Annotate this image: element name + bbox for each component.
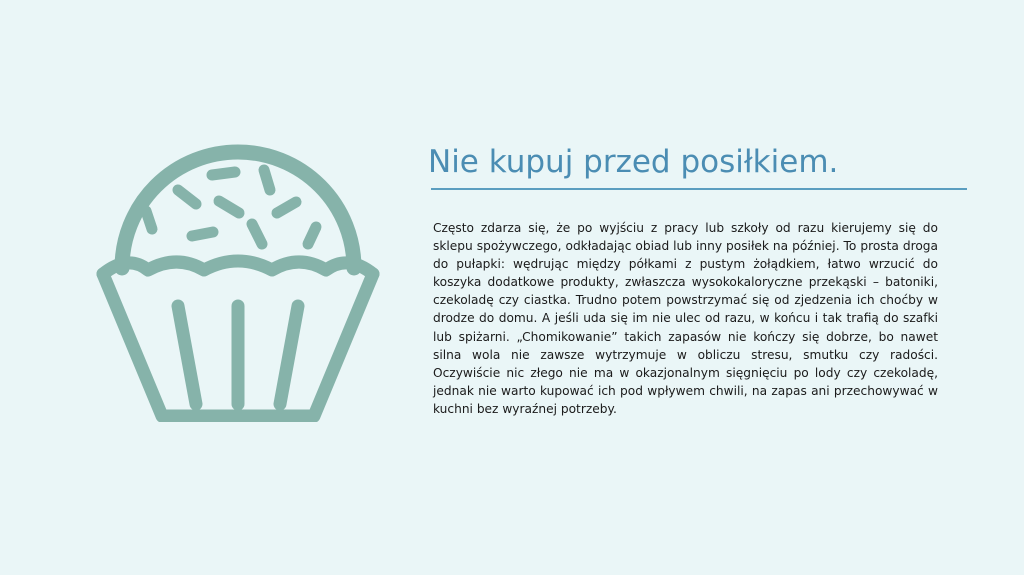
sprinkle [212,172,235,175]
body-paragraph: Często zdarza się, że po wyjściu z pracy lub szkoły od razu kierujemy się do sklepu spożywczego, odkładając obiad lub inny posiłek na później. To prosta droga do pułapki: wędrując między półkami z pustym żołądkiem, łatwo wrzucić do koszyka dodatkowe produkty, zwłaszcza wysokokaloryczne przekąski – batoniki, czekoladę czy ciastka. Trudno potem powstrzymać się od zjedzenia ich choćby w drodze do domu. A jeśli uda się im nie ulec od razu, w końcu i tak trafią do szafki lub spiżarni. „Chomikowanie” takich zapasów nie kończy się dobrze, bo nawet silna wola nie zawsze wytrzymuje w obliczu stresu, smutku czy radości. Oczywiście nic złego nie ma w okazjonalnym sięgnięciu po lody czy czekoladę, jednak nie warto kupować ich pod wpływem chwili, na zapas ani przechowywać w kuchni bez wyraźnej potrzeby. [433,221,938,416]
cupcake-pleat [178,306,196,404]
sprinkle [219,201,239,213]
sprinkle [178,190,196,204]
sprinkle [308,227,316,244]
sprinkle [277,202,296,213]
cupcake-icon [92,128,384,422]
cupcake-rim [103,261,373,274]
title-divider [431,188,967,190]
sprinkle [146,211,152,229]
sprinkle [252,224,262,244]
cupcake-pleat [280,306,298,404]
sprinkle [192,232,213,236]
slide-title: Nie kupuj przed posiłkiem. [428,144,839,180]
sprinkle [264,170,270,190]
